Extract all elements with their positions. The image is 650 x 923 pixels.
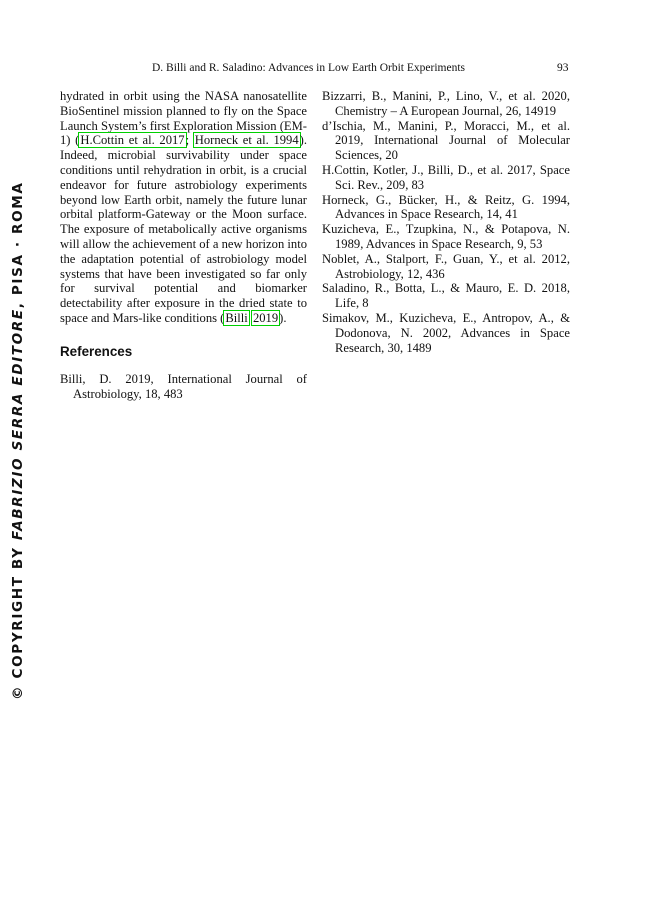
right-column: [322, 89, 570, 355]
running-head: [0, 60, 650, 76]
reference-item: Saladino, R., Botta, L., & Mauro, E. D. 2018, Life, 8: [322, 281, 570, 311]
body-text-1: hydrated in orbit using the NASA nanosatellite BioSentinel mission planned to fly on the Space Launch System’s first Exploration Mission (EM-1) (: [60, 89, 307, 148]
page-number: 93: [557, 62, 569, 74]
copyright-prefix: © COPYRIGHT BY: [10, 540, 26, 700]
copyright-vertical-banner: [10, 182, 26, 701]
references-heading: References: [60, 343, 133, 359]
reference-item: Bizzarri, B., Manini, P., Lino, V., et al. 2020, Chemistry – A European Journal, 26, 14919: [322, 89, 570, 118]
reference-item: Billi, D. 2019, International Journal of Astrobiology, 18, 483: [60, 371, 307, 401]
reference-item: Horneck, G., Bücker, H., & Reitz, G. 1994, Advances in Space Research, 14, 41: [322, 192, 570, 222]
running-head-title: D. Billi and R. Saladino: Advances in Low Earth Orbit Experiments: [152, 62, 466, 74]
body-text-2: ). Indeed, microbial survivability under space conditions until rehydration in orbit, is a crucial endeavor for future astrobiology experiments beyond low Earth orbit, namely the future lunar orbital platform-Gateway or the Moon surface. The exposure of metabolically active organisms will allow the achievement of a new horizon into the adaptation potential of astrobiology model systems that have been investigated so far only for survival potential and biomarker detectability after exposure in the dried state to space and Mars-like conditions (: [60, 133, 307, 325]
citation-link-cottin-2017[interactable]: H.Cottin et al. 2017: [80, 133, 185, 148]
citation-link-billi-author[interactable]: Billi: [225, 310, 248, 325]
body-text-3: ).: [279, 310, 287, 325]
citation-link-billi-year[interactable]: 2019: [252, 310, 279, 325]
reference-item: Noblet, A., Stalport, F., Guan, Y., et al. 2012, Astrobiology, 12, 436: [322, 251, 570, 281]
copyright-publisher: FABRIZIO SERRA EDITORE: [10, 308, 26, 541]
left-column: [60, 89, 307, 401]
references-list-right: [322, 89, 570, 355]
reference-item: Simakov, M., Kuzicheva, E., Antropov, A., & Dodonova, N. 2002, Advances in Space Research, 30, 1489: [322, 310, 570, 355]
body-paragraph: [60, 89, 307, 326]
citation-separator: ;: [185, 133, 194, 148]
copyright-suffix: , PISA · ROMA: [10, 181, 26, 309]
reference-item: H.Cottin, Kotler, J., Billi, D., et al. 2017, Space Sci. Rev., 209, 83: [322, 162, 570, 192]
reference-item: Kuzicheva, E., Tzupkina, N., & Potapova, N. 1989, Advances in Space Research, 9, 53: [322, 222, 570, 251]
reference-item: d’Ischia, M., Manini, P., Moracci, M., et al. 2019, International Journal of Molecular Sciences, 20: [322, 118, 570, 163]
references-list-left: [60, 372, 307, 402]
citation-link-horneck-1994[interactable]: Horneck et al. 1994: [194, 133, 299, 148]
